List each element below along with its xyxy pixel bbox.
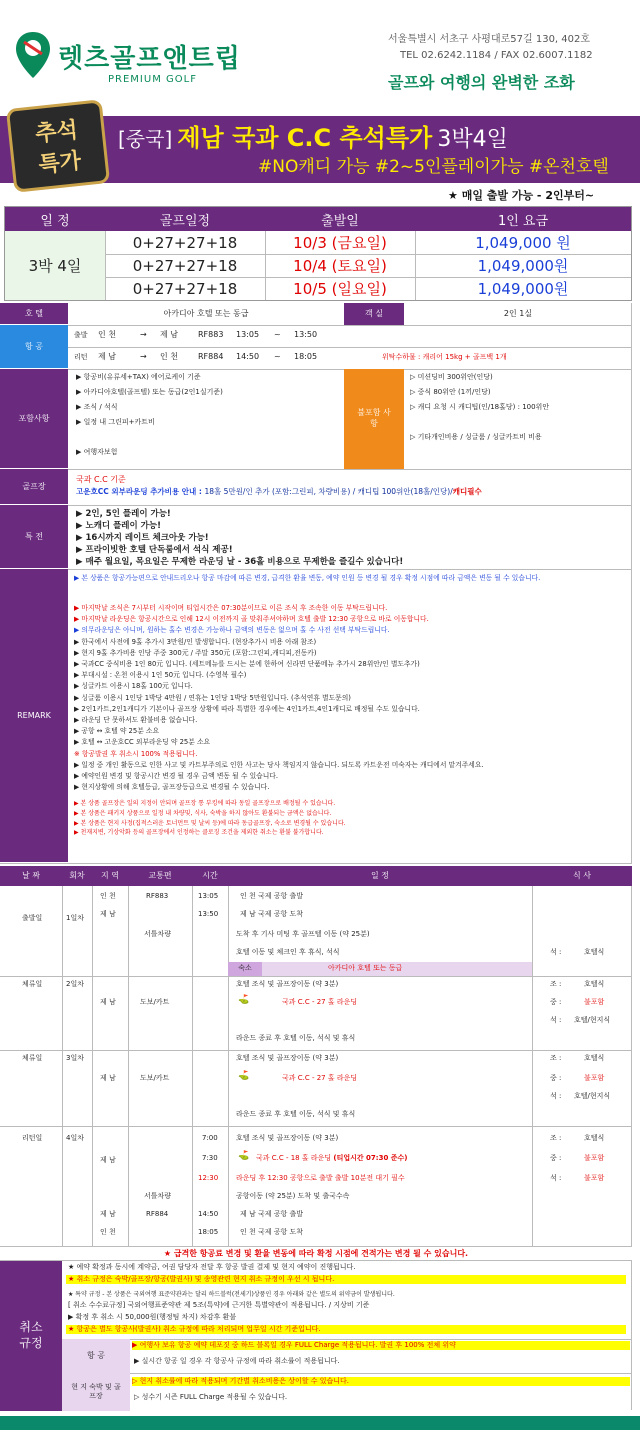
cancel-line: ★ 특약 규정 - 본 상품은 국외여행 표준약관과는 달리 하드블럭(전세기)상품인 경우 아래와 같은 별도의 위약금이 발생됩니다.	[68, 1291, 395, 1298]
itin-header-meal: 식 사	[573, 870, 591, 880]
golf-extra: 고운호CC 외부라운딩 추가비용 안내 : 18홀 5만원/인 추가 (포함:그린피, 차량비용) / 캐디팁 100위안(18홀/인당)/캐디필수	[76, 487, 482, 496]
itin-time: 18:05	[198, 1228, 219, 1236]
remark-list	[74, 573, 630, 838]
company-address: 서울특별시 서초구 사평대로57길 130, 402호	[388, 34, 591, 45]
itin-meal: 호텔식	[584, 948, 605, 956]
itin-region: 제 남	[100, 910, 116, 918]
golf-course: 국과 C.C 기준	[76, 475, 126, 484]
itin-golf-round: 국과 C.C - 27 홀 라운딩	[282, 1074, 358, 1082]
feature-item: ▶ 2인, 5인 플레이 가능!	[76, 509, 171, 519]
itin-meal: 호텔/현지식	[574, 1092, 611, 1100]
chuseok-badge	[6, 99, 110, 193]
itin-time: 7:00	[202, 1134, 218, 1142]
price-table	[4, 206, 632, 301]
itin-meal-label: 중 :	[550, 998, 562, 1006]
excludes-label: 불포함 사 항	[344, 369, 404, 469]
itin-transport: 서틀차량	[144, 930, 172, 938]
flight-dep: 13:05	[236, 330, 260, 339]
cancel-air-label: 항 공	[62, 1339, 130, 1373]
remark-item: ▶ 현지상황에 의해 호텔등급, 골프장등급으로 변경될 수 있습니다.	[74, 783, 270, 792]
excludes-list	[410, 373, 630, 448]
itin-hotel-label: 숙소	[228, 962, 262, 976]
remark-item: ▶ 예약인원 변경 및 항공시간 변경 될 경우 금액 변동 될 수 있습니다.	[74, 772, 279, 781]
price-row-price: 1,049,000원	[477, 257, 569, 275]
itin-header-region: 지 역	[101, 870, 119, 880]
itin-date: 출발일	[22, 914, 43, 922]
price-row-price: 1,049,000 원	[475, 234, 571, 252]
exclude-item: ▷ 미션딩비 300위안(인당)	[410, 373, 493, 381]
itin-header-schedule: 일 정	[371, 870, 389, 880]
flight-label: 항 공	[0, 325, 68, 369]
flight-from: 인 천	[98, 330, 116, 339]
include-item: ▶ 일정 내 그린피+카트비	[76, 418, 155, 426]
itin-meal: 호텔식	[584, 980, 605, 988]
itin-meal-label: 석 :	[550, 1016, 562, 1024]
itin-sched: 제 남 국제 공항 도착	[240, 910, 303, 918]
includes-label: 포함사항	[0, 369, 68, 469]
itin-daynum: 4일차	[66, 1134, 84, 1142]
itin-time: 12:30	[198, 1174, 219, 1182]
title-days: 3박4일	[437, 127, 508, 152]
itin-meal-label: 조 :	[550, 1134, 562, 1142]
itin-sched: 라운드 종료 후 호텔 이동, 석식 및 휴식	[236, 1034, 356, 1042]
itin-meal: 불포함	[584, 1174, 605, 1182]
cancel-local-label: 현 지 숙박 및 골프장	[62, 1373, 130, 1411]
exclude-item: ▷ 캐디 요청 시 캐디팁(인/18홀당) : 100위안	[410, 403, 550, 411]
itin-date: 체류일	[22, 980, 43, 988]
company-tel: TEL 02.6242.1184 / FAX 02.6007.1182	[400, 50, 593, 61]
room-label: 객 실	[344, 303, 404, 325]
remark-red: ※ 항공발권 후 취소시 100% 적용됩니다.	[74, 749, 198, 758]
itin-sched: 호텔 조식 및 골프장이동 (약 3분)	[236, 1054, 339, 1062]
feature-item: ▶ 노캐디 플레이 가능!	[76, 521, 161, 531]
itin-meal: 호텔식	[584, 1054, 605, 1062]
itin-daynum: 3일차	[66, 1054, 84, 1062]
itin-sched: 라운드 종료 후 호텔 이동, 석식 및 휴식	[236, 1110, 356, 1118]
flight-dir: 출발	[74, 331, 88, 339]
flight-dep: 14:50	[236, 352, 260, 361]
remark-item: ▶ 국과CC 중식비용 1인 80元 입니다. (세트메뉴를 드시는 분에 한하여 신라면 단품메뉴 추가시 28위안/인 별도추가)	[74, 660, 420, 669]
itin-meal: 호텔/현지식	[574, 1016, 611, 1024]
itin-region: 제 남	[100, 1156, 116, 1164]
itin-day	[0, 886, 632, 976]
itin-sched: 도착 후 기사 미팅 후 골프텔 이동 (약 25분)	[236, 930, 370, 938]
itin-meal: 불포함	[584, 1074, 605, 1082]
remark-red: ▶ 본 상품은 현지 사정(집적스러운 토너먼트 및 날씨 등)에 따라 동급골프장, 숙소로 변경될 수 있습니다.	[74, 819, 346, 827]
itin-sched: 호텔 조식 및 골프장이동 (약 3분)	[236, 980, 339, 988]
price-duration: 3박 4일	[5, 231, 105, 300]
cancel-local-line: ▷ 성수기 시즌 FULL Charge 적용될 수 있습니다.	[134, 1393, 288, 1401]
itin-meal: 호텔식	[584, 1134, 605, 1142]
remark-item: ▶ 2인1카트,2인1캐디가 기본이나 골프장 상황에 따라 특별한 경우에는 4인1카트,4인1캐디로 배정될 수도 있습니다.	[74, 704, 420, 713]
itin-header-day: 회차	[69, 870, 85, 880]
golf-label: 골프장	[0, 469, 68, 505]
feature-item: ▶ 매주 월요일, 목요일은 무제한 라운딩 날 - 36홀 비용으로 무제한을 즐길수 있습니다!	[76, 557, 404, 567]
logo-icon	[14, 30, 52, 80]
itin-meal-label: 석 :	[550, 948, 562, 956]
remark-item: ▶ 싱글룸 이용시 1인당 1박당 4만원 / 연휴는 1인당 1박당 5만원입니다. (추석연휴 별도문의)	[74, 693, 351, 702]
itin-day	[0, 1126, 632, 1246]
itin-region: 인 천	[100, 1228, 116, 1236]
itin-time: 14:50	[198, 1210, 219, 1218]
remark-item: ▶ 부대시설 : 온천 이용시 1인 50元 입니다. (수영복 필수)	[74, 671, 247, 680]
logo-text: 렛츠골프앤트립	[58, 44, 241, 74]
include-item: ▶ 여행자보험	[76, 448, 118, 456]
price-header-golf: 골프일정	[159, 213, 211, 229]
remark-item: ▶ 일정 중 개인 활동으로 인한 사고 및 카트부주의로 인한 사고는 당사 책임지지 않습니다. 되도록 카트운전 미숙자는 캐디에서 맡겨주세요.	[74, 760, 484, 769]
baggage-note: 위탁수하물 : 캐리어 15kg + 골프백 1개	[382, 353, 507, 361]
header	[0, 0, 640, 100]
itin-sched: 인 천 국제 공항 도착	[240, 1228, 303, 1236]
itin-region: 제 남	[100, 1074, 116, 1082]
room-value: 2인 1실	[503, 308, 533, 318]
remark-red: ▶ 본 상품 골프장은 일의 지정이 안되며 골프장 통 부킹에 따라 동일 골프장으로 배정될 수 있습니다.	[74, 800, 336, 808]
itin-sched: 제 남 국제 공항 출발	[240, 1210, 303, 1218]
cancel-section	[0, 1260, 632, 1410]
price-row-date: 10/5 (일요일)	[293, 280, 387, 298]
itin-region: 제 남	[100, 1210, 116, 1218]
itin-sched: 라운딩 후 12:30 공항으로 출발 출발 10분전 대기 필수	[236, 1174, 405, 1182]
cancel-label: 취소 규정	[0, 1261, 62, 1411]
price-header-duration: 일 정	[40, 213, 70, 229]
flight-row-out	[68, 325, 632, 347]
flight-tilde: ~	[274, 352, 281, 361]
title-hashtags: #NO캐디 가능 #2~5인플레이가능 #온천호텔	[258, 157, 609, 177]
badge-line2: 특가	[37, 148, 83, 179]
itin-transport: 도보/카트	[140, 1074, 170, 1082]
price-row-price: 1,049,000원	[477, 280, 569, 298]
itin-transport: 서틀차량	[144, 1192, 172, 1200]
exclude-item: ▷ 기타개인비용 / 싱글룸 / 싱글카트비 비용	[410, 433, 542, 441]
itin-header-transport: 교통편	[148, 870, 172, 880]
itin-time: 7:30	[202, 1154, 218, 1162]
include-item	[76, 433, 342, 448]
itin-meal-label: 조 :	[550, 1054, 562, 1062]
itin-daynum: 1일차	[66, 914, 84, 922]
itin-header-date: 날 짜	[22, 870, 40, 880]
price-header-price: 1인 요금	[497, 213, 549, 229]
itin-sched: 호텔 이동 및 체크인 후 휴식, 석식	[236, 948, 340, 956]
cancel-local-line: ▷ 현지 취소률에 따라 적용되며 기간별 취소비용은 상이할 수 있습니다.	[132, 1377, 630, 1386]
flight-arrow: →	[140, 330, 147, 339]
exclude-item	[410, 418, 630, 433]
hotel-value: 아카디아 호텔 또는 동급	[163, 308, 249, 318]
remark-red: ▶ 마지막날 조식은 7시부터 시작이며 티업시간은 07:30분이므로 이른 조식 후 조속한 이동 부탁드립니다.	[74, 604, 388, 612]
flag-icon: ⛳	[238, 1071, 250, 1081]
remark-item: ▶ 공항 ↔ 호텔 약 25분 소요	[74, 727, 160, 736]
flight-arrow: →	[140, 352, 147, 361]
flight-tilde: ~	[274, 330, 281, 339]
itin-meal: 불포함	[584, 998, 605, 1006]
logo-subtitle: PREMIUM GOLF	[108, 74, 197, 85]
badge-line1: 추석	[34, 117, 80, 148]
title-prefix: [중국]	[118, 127, 173, 151]
features-label: 특 전	[0, 505, 68, 569]
itin-sched: 호텔 조식 및 골프장이동 (약 3분)	[236, 1134, 339, 1142]
include-item: ▶ 조식 / 석식	[76, 403, 118, 411]
cancel-line: ★ 취소 규정은 숙박/골프장/항공(발권사) 및 송영관련 현지 취소 규정이 우선 시 됩니다.	[66, 1275, 626, 1284]
itin-golf-round: 국과 C.C - 27 홀 라운딩	[282, 998, 358, 1006]
flag-icon: ⛳	[238, 1151, 250, 1161]
flight-arr: 13:50	[294, 330, 318, 339]
itin-meal-label: 석 :	[550, 1092, 562, 1100]
itin-date: 리턴일	[22, 1134, 43, 1142]
itin-meal: 불포함	[584, 1154, 605, 1162]
price-header-date: 출발일	[321, 213, 359, 229]
includes-list	[76, 373, 342, 463]
itin-meal-label: 조 :	[550, 980, 562, 988]
itin-transport: RF884	[146, 1210, 169, 1218]
flag-icon: ⛳	[238, 995, 250, 1005]
itin-region: 제 남	[100, 998, 116, 1006]
cancel-line: [ 취소 수수료규정] 국외여행표준약관 제 5조(특약)에 근거한 특별약관이 적용됩니다. / 지상비 기준	[68, 1301, 370, 1309]
cancel-line: ▶ 확정 후 취소 시 50,000원(행정팀 차지) 차감후 환불	[68, 1313, 237, 1321]
price-row-date: 10/3 (금요일)	[293, 234, 387, 252]
remark-red: ▶ 본 상품은 패키지 상품으로 일정 내 차량및, 식사, 숙박을 하지 않아도 환불되는 금액은 없습니다.	[74, 810, 332, 818]
price-row-golf: 0+27+27+18	[132, 233, 238, 252]
remark-blue: ▶ 의무라운딩은 아니며, 원하는 홀수 변경은 가능하나 금액의 변동은 없으며 홀 수 사전 선택 부탁드립니다.	[74, 626, 390, 635]
info-table	[0, 303, 632, 863]
cancel-air-line: ▶ 실시간 항공 일 경우 각 항공사 규정에 따라 취소률이 적용됩니다.	[134, 1357, 340, 1365]
itin-sched: 공항이동 (약 25분) 도착 및 출국수속	[236, 1192, 350, 1200]
flight-from: 제 남	[98, 352, 116, 361]
flight-number: RF884	[198, 352, 224, 361]
departure-info: ★ 매일 출발 가능 - 2인부터~	[448, 189, 595, 202]
remark-item: ▶ 현지 9홀 추가비용 인당 주중 300元 / 주말 350元 (포함:그린피,캐디피,전동카)	[74, 648, 317, 657]
price-row-date: 10/4 (토요일)	[293, 257, 387, 275]
itin-date: 체류일	[22, 1054, 43, 1062]
cancel-line: ★ 예약 확정과 동시에 계약금, 여권 담당자 전달 후 항공 발권 결제 및 현지 예약이 진행됩니다.	[68, 1263, 356, 1271]
footer-bar	[0, 1416, 640, 1430]
itin-hotel-row	[228, 962, 532, 976]
itin-golf-round: 국과 C.C - 18 홀 라운딩 (티업시간 07:30 준수)	[256, 1154, 408, 1162]
itin-hotel: 아카디아 호텔 또는 동급	[328, 964, 403, 972]
title-main: 제남 국과 C.C 추석특가	[177, 124, 433, 152]
remark-red: ▶ 마지막날 라운딩은 항공시간으로 인해 12시 이전까지 골 맞춰주셔야하며 호텔 출발 12:30 공항으로 바로 이동합니다.	[74, 615, 429, 624]
remark-item: ▶ 라운딩 단 못하셔도 환불비용 없습니다.	[74, 716, 198, 725]
itin-region: 인 천	[100, 892, 116, 900]
price-row-golf: 0+27+27+18	[132, 256, 238, 275]
price-row-golf: 0+27+27+18	[132, 279, 238, 298]
itin-day	[0, 1050, 632, 1126]
itin-meal-label: 석 :	[550, 1174, 562, 1182]
flight-row-return	[68, 347, 632, 369]
itin-meal-label: 중 :	[550, 1154, 562, 1162]
features-list	[76, 508, 630, 568]
cancel-air-line: ▶ 여행사 보유 항공 예약 데포짓 중 하드 블록일 경우 FULL Charge 적용됩니다. 발권 후 100% 전체 위약	[132, 1341, 630, 1350]
exclude-item: ▷ 중식 80위안 (1끼/인당)	[410, 388, 491, 396]
itin-transport: 도보/카트	[140, 998, 170, 1006]
itin-time: 13:50	[198, 910, 219, 918]
feature-item: ▶ 16시까지 레이트 체크아웃 가능!	[76, 533, 209, 543]
flight-to: 제 남	[160, 330, 178, 339]
flight-number: RF883	[198, 330, 224, 339]
itin-header-time: 시간	[202, 870, 218, 880]
flight-arr: 18:05	[294, 352, 318, 361]
itin-meal-label: 중 :	[550, 1074, 562, 1082]
feature-item: ▶ 프라이빗한 호텔 단독룸에서 석식 제공!	[76, 545, 233, 555]
slogan: 골프와 여행의 완벽한 조화	[388, 73, 575, 92]
itin-day	[0, 976, 632, 1050]
itin-daynum: 2일차	[66, 980, 84, 988]
price-change-notice: ★ 급격한 항공료 변경 및 환율 변동에 따라 확정 시점에 견적가는 변경 될 수 있습니다.	[0, 1246, 632, 1260]
include-item: ▶ 항공비(유류세+TAX) 에어로케이 기준	[76, 373, 201, 381]
itin-sched: 인 천 국제 공항 출발	[240, 892, 303, 900]
cancel-line: ★ 항공은 별도 항공사(발권사) 취소 규정에 따라 처리되며 업무일 시간 기준입니다.	[66, 1325, 626, 1334]
itinerary-table	[0, 866, 632, 1246]
remark-item: ▶ 한국에서 사전에 9홀 추가시 3만원/인 발생합니다. (현장추가시 비용 아래 참조)	[74, 637, 317, 646]
remark-item: ▶ 싱글카트 이용시 18홀 100元 입니다.	[74, 682, 193, 691]
itin-time: 13:05	[198, 892, 219, 900]
remark-red: ▶ 천재지변, 기상악화 등의 골프장에서 인정하는 클로징 조건을 제외한 취소는 환불 불가합니다.	[74, 829, 324, 837]
remark-label: REMARK	[0, 569, 68, 863]
hotel-label: 호 텔	[0, 303, 68, 325]
flight-to: 인 천	[160, 352, 178, 361]
flight-dir: 리턴	[74, 353, 88, 361]
remark-item: ▶ 호텔 ↔ 고운호CC 외부라운딩 약 25분 소요	[74, 738, 211, 747]
itin-transport: RF883	[146, 892, 169, 900]
include-item: ▶ 아카디아호텔(골프텔) 또는 동급(2인1실기준)	[76, 388, 223, 396]
remark-intro: ▶ 본 상품은 항공가능편으로 안내드리오나 항공 마감에 따른 변경, 급격한 환율 변동, 예약 인원 등 변경 될 경우 확정 시점에 따라 금액은 변동 될 수 있습니다.	[74, 574, 541, 582]
page-title	[118, 118, 508, 153]
